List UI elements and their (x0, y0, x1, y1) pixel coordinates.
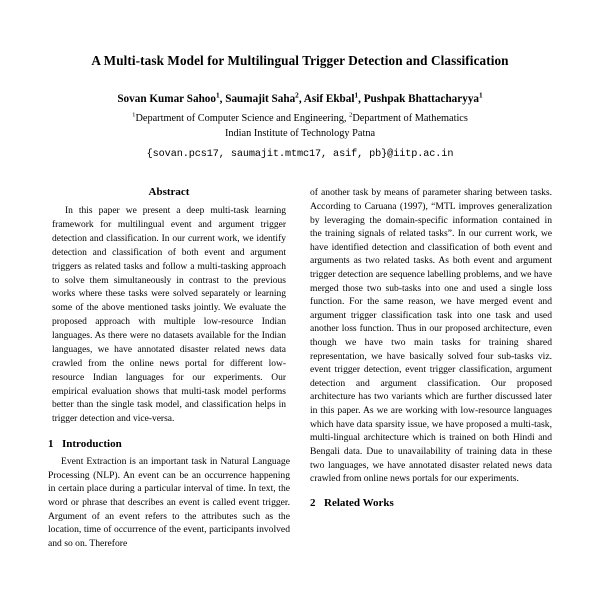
section-heading-related-works (310, 497, 552, 509)
affiliation-block (48, 112, 552, 142)
author-name-2: Saumajit Saha (225, 92, 296, 105)
intro-paragraph-1: Event Extraction is an important task in Natural Language Processing (NLP). An event can be an occurrence happening in certain place during a particular interval of time. In text, the word or phrase that describes an event is called event trigger. Argument of an event refers to the attributes such as the location, time of occurrence of the event, participants involved and so on. Therefore (48, 456, 290, 549)
abstract-text: In this paper we present a deep multi-task learning framework for multilingual event and argument trigger detection and classification. In our current work, we identify detection and classification of both event and argument triggers as related tasks and follow a multi-tasking approach to solve them simultaneously in contrast to the previous works where these tasks were solved separately or learning some of the above mentioned tasks jointly. We evaluate the proposed approach with multiple low-resource Indian languages. As there were no datasets available for the Indian languages, we have annotated disaster related news data crawled from the online news portal for different low-resource Indian languages for our experiments. Our empirical evaluation shows that multi-task model performs better than the single task model, and classification helps in trigger detection and vice-versa. (52, 206, 286, 425)
affiliation-line-1 (48, 112, 552, 127)
author-list: Sovan Kumar Sahoo$^1$, Saumajit Saha$^2$, Asif Ekbal$^1$, Pushpak Bhattacharyya$^1$ (117, 91, 483, 105)
left-column (48, 186, 290, 550)
page-title: A Multi-task Model for Multilingual Trigger Detection and Classification (91, 53, 509, 68)
affiliation-marker-2: 2 (349, 112, 353, 120)
author-affil-marker-1: 1 (215, 91, 220, 100)
author-name-3: Asif Ekbal (303, 92, 355, 105)
author-affil-marker-4: 1 (479, 91, 483, 100)
section-title-2: Related Works (324, 496, 394, 509)
section-number-1: 1 (48, 438, 54, 451)
author-name-4: Pushpak Bhattacharyya (363, 92, 480, 105)
author-name-1: Sovan Kumar Sahoo (117, 92, 216, 105)
affiliation-marker-1: 1 (132, 112, 136, 120)
author-affil-marker-3: 1 (354, 91, 359, 100)
author-affil-marker-2: 2 (295, 91, 299, 100)
author-emails: {sovan.pcs17, saumajit.mtmc17, asif, pb}@iitp.ac.in (146, 149, 454, 161)
affiliation-line-2: Indian Institute of Technology Patna (224, 128, 376, 140)
right-column (310, 186, 552, 550)
section-title-1: Introduction (62, 438, 122, 451)
section-heading-introduction (48, 438, 290, 450)
two-column-body (48, 186, 552, 550)
affiliation-dept-1: Department of Computer Science and Engineering, (135, 113, 350, 125)
affiliation-dept-2: Department of Mathematics (352, 113, 468, 125)
abstract-heading: Abstract (148, 186, 190, 199)
section-number-2: 2 (310, 496, 316, 509)
continued-paragraph: of another task by means of parameter sharing between tasks. According to Caruana (1997), “MTL improves generalization by leveraging the domain-specific information contained in the training signals of related tasks”. In our current work, we have identified detection and classification of both event and arguments as two related tasks. As both event and argument trigger detection are sequence labelling problems, and we have merged those two sub-tasks into one and used a single loss function. For the same reason, we have merged event and argument trigger classification task into one task and used another loss function. Thus in our proposed architecture, even though we have two main tasks for training shared representation, we have basically solved four sub-tasks viz. event trigger detection, event trigger classification, argument detection and argument classification. Our proposed architecture has two variants which are further discussed later in this paper. As we are working with low-resource languages which have data sparsity issue, we have proposed a multi-task, multi-lingual architecture which is trained on both Hindi and Bengali data. Due to unavailability of training data in these two languages, we have annotated disaster related news data crawled from online news portals for our experiments. (310, 187, 552, 485)
